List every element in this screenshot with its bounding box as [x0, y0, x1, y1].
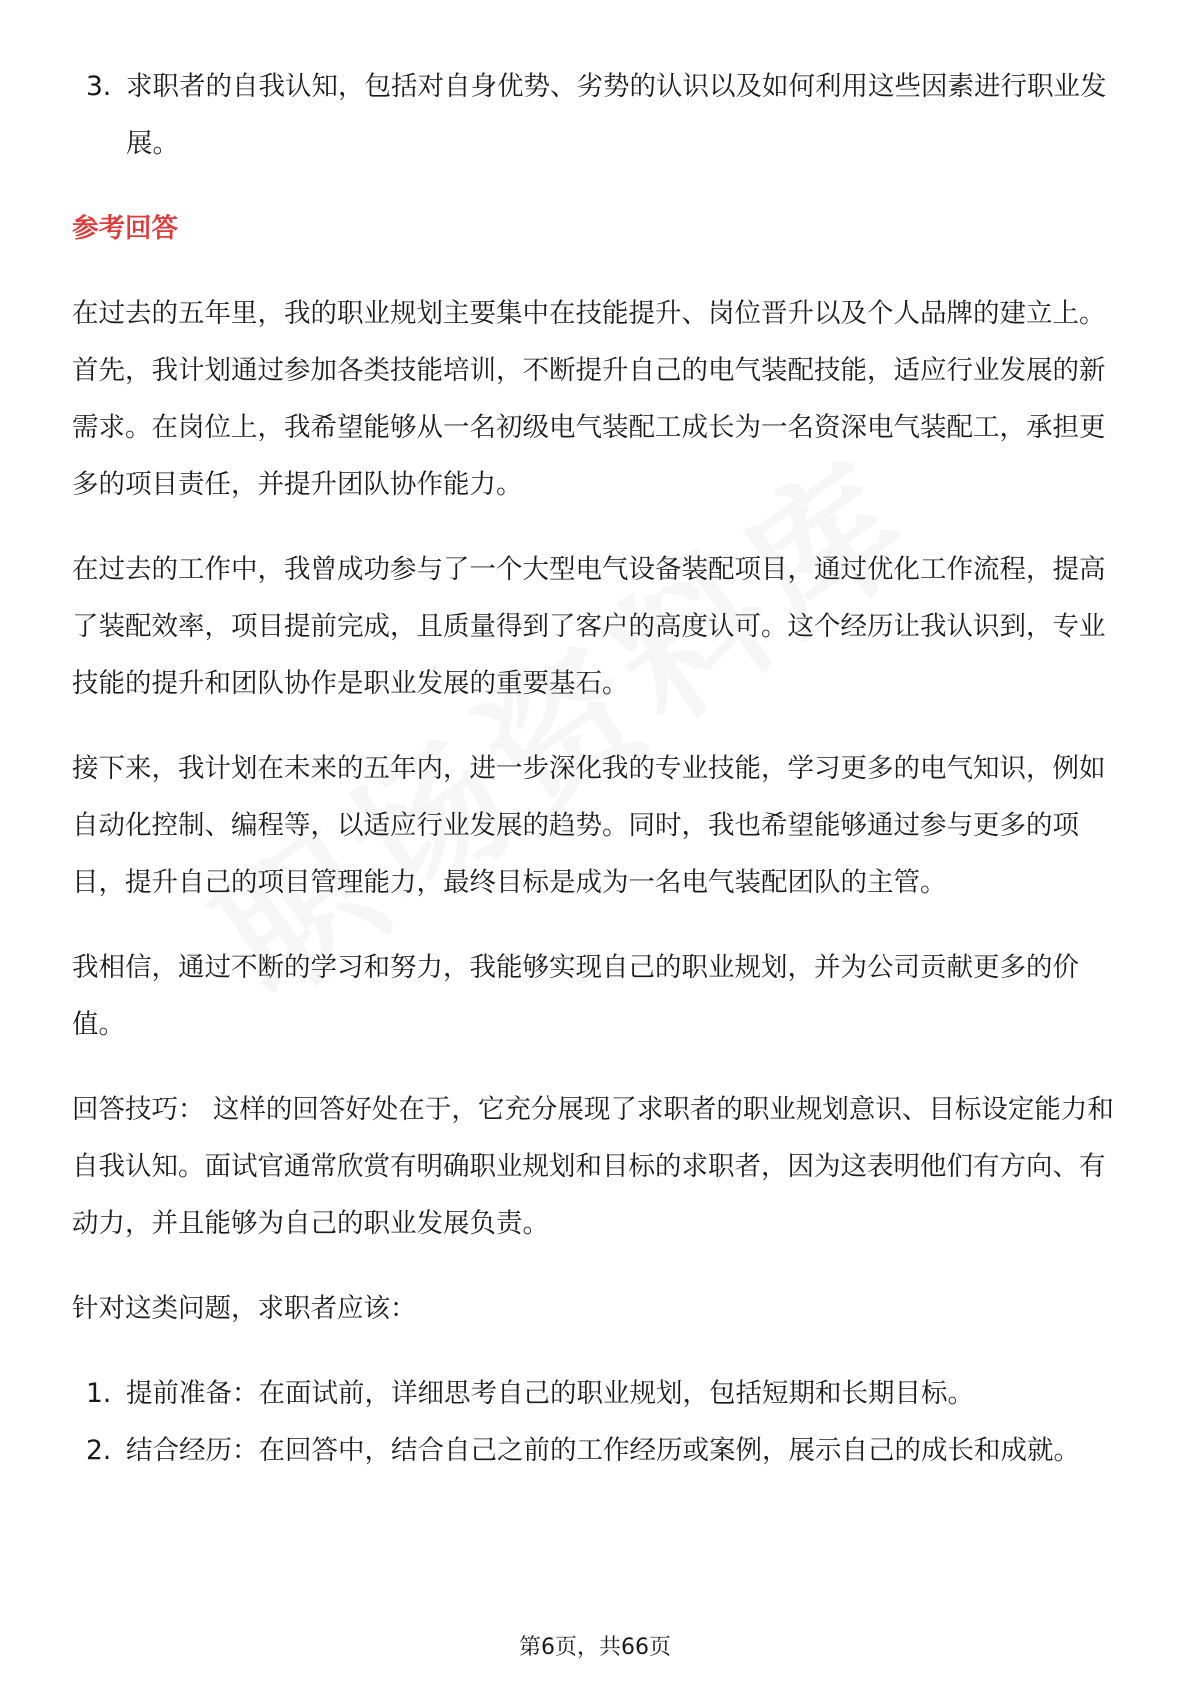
paragraph-4: 我相信，通过不断的学习和努力，我能够实现自己的职业规划，并为公司贡献更多的价值。	[72, 952, 1079, 1040]
page-footer: 第6页，共66页	[519, 1635, 671, 1660]
section-heading: 参考回答	[72, 213, 178, 244]
paragraph-1: 在过去的五年里，我的职业规划主要集中在技能提升、岗位晋升以及个人品牌的建立上。首先，我计划通过参加各类技能培训，不断提升自己的电气装配技能，适应行业发展的新需求。在岗位上，我希望能够从一名初级电气装配工成长为一名资深电气装配工，承担更多的项目责任，并提升团队协作能力。	[72, 298, 1106, 500]
paragraph-2: 在过去的工作中，我曾成功参与了一个大型电气设备装配项目，通过优化工作流程，提高了装配效率，项目提前完成，且质量得到了客户的高度认可。这个经历让我认识到，专业技能的提升和团队协作是职业发展的重要基石。	[72, 554, 1106, 699]
list-item-number: 2.	[86, 1435, 112, 1466]
list-item	[72, 1422, 1122, 1479]
list-item-text: 求职者的自我认知，包括对自身优势、劣势的认识以及如何利用这些因素进行职业发展。	[126, 71, 1107, 159]
list-item-number: 3.	[86, 71, 112, 102]
list-item-number: 1.	[86, 1378, 112, 1409]
paragraph-3: 接下来，我计划在未来的五年内，进一步深化我的专业技能，学习更多的电气知识，例如自动化控制、编程等，以适应行业发展的趋势。同时，我也希望能够通过参与更多的项目，提升自己的项目管理能力，最终目标是成为一名电气装配团队的主管。	[72, 753, 1106, 898]
list-intro: 针对这类问题，求职者应该：	[72, 1293, 417, 1324]
tips-paragraph: 回答技巧： 这样的回答好处在于，它充分展现了求职者的职业规划意识、目标设定能力和自我认知。面试官通常欣赏有明确职业规划和目标的求职者，因为这表明他们有方向、有动力，并且能够为自己的职业发展负责。	[72, 1094, 1114, 1239]
list-item-text: 提前准备：在面试前，详细思考自己的职业规划，包括短期和长期目标。	[126, 1378, 974, 1409]
bottom-list	[72, 1365, 1122, 1479]
top-list	[72, 58, 1122, 172]
list-item-text: 结合经历：在回答中，结合自己之前的工作经历或案例，展示自己的成长和成就。	[126, 1435, 1080, 1466]
list-item	[72, 58, 1122, 172]
list-item	[72, 1365, 1122, 1422]
document-body	[72, 58, 1122, 1479]
